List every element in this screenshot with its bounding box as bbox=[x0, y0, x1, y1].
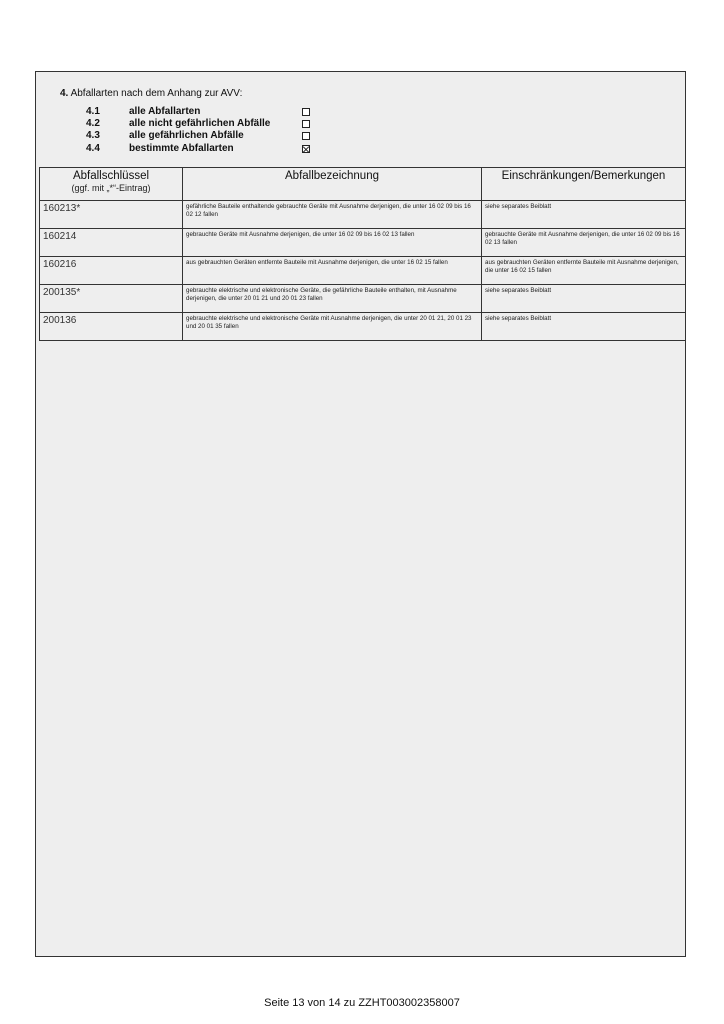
option-label: alle nicht gefährlichen Abfälle bbox=[129, 118, 271, 129]
header-waste-description-label: Abfallbezeichnung bbox=[285, 170, 379, 182]
option-label: alle gefährlichen Abfälle bbox=[129, 130, 244, 141]
option-label: bestimmte Abfallarten bbox=[129, 143, 234, 154]
waste-key-cell: 160216 bbox=[40, 257, 183, 285]
remarks-cell: gebrauchte Geräte mit Ausnahme derjenigen, die unter 16 02 09 bis 16 02 13 fallen bbox=[482, 229, 686, 257]
option-4-4 bbox=[86, 143, 234, 154]
header-waste-key-label: Abfallschlüssel bbox=[72, 170, 150, 182]
waste-key-cell: 200136 bbox=[40, 313, 183, 341]
header-waste-key bbox=[40, 168, 183, 201]
waste-codes-table bbox=[39, 167, 686, 341]
waste-description-cell: gefährliche Bauteile enthaltende gebrauchte Geräte mit Ausnahme derjenigen, die unter 16 02 09 bis 16 02 12 fallen bbox=[183, 201, 482, 229]
waste-key-cell: 200135* bbox=[40, 285, 183, 313]
option-4-2 bbox=[86, 118, 270, 129]
waste-key-cell: 160213* bbox=[40, 201, 183, 229]
option-number: 4.3 bbox=[86, 130, 100, 141]
table-row bbox=[40, 313, 686, 341]
header-waste-description bbox=[183, 168, 482, 201]
table-row bbox=[40, 285, 686, 313]
section-number: 4. bbox=[60, 88, 69, 99]
option-number: 4.1 bbox=[86, 106, 100, 117]
waste-description-cell: aus gebrauchten Geräten entfernte Bauteile mit Ausnahme derjenigen, die unter 16 02 15 fallen bbox=[183, 257, 482, 285]
checkbox-4-1[interactable] bbox=[302, 108, 310, 116]
header-remarks bbox=[482, 168, 686, 201]
waste-description-cell: gebrauchte elektrische und elektronische Geräte mit Ausnahme derjenigen, die unter 20 01 21, 20 01 23 und 20 01 35 fallen bbox=[183, 313, 482, 341]
remarks-cell: aus gebrauchten Geräten entfernte Bauteile mit Ausnahme derjenigen, die unter 16 02 15 fallen bbox=[482, 257, 686, 285]
checkbox-4-3[interactable] bbox=[302, 132, 310, 140]
waste-description-cell: gebrauchte Geräte mit Ausnahme derjenigen, die unter 16 02 09 bis 16 02 13 fallen bbox=[183, 229, 482, 257]
waste-key-cell: 160214 bbox=[40, 229, 183, 257]
table-row bbox=[40, 229, 686, 257]
option-number: 4.4 bbox=[86, 143, 100, 154]
remarks-cell: siehe separates Beiblatt bbox=[482, 285, 686, 313]
table-header-row bbox=[40, 168, 686, 201]
page-footer: Seite 13 von 14 zu ZZHT003002358007 bbox=[264, 997, 460, 1009]
waste-description-cell: gebrauchte elektrische und elektronische Geräte, die gefährliche Bauteile enthalten, mit Ausnahme derjenigen, die unter 20 01 21 und 20 01 23 fallen bbox=[183, 285, 482, 313]
table-row bbox=[40, 257, 686, 285]
table-row bbox=[40, 201, 686, 229]
option-4-1 bbox=[86, 106, 200, 117]
checkbox-4-4[interactable] bbox=[302, 145, 310, 153]
checkbox-4-2[interactable] bbox=[302, 120, 310, 128]
section-heading bbox=[60, 88, 242, 99]
option-4-3 bbox=[86, 130, 244, 141]
section-title: Abfallarten nach dem Anhang zur AVV: bbox=[70, 88, 243, 99]
remarks-cell: siehe separates Beiblatt bbox=[482, 313, 686, 341]
header-waste-key-note: (ggf. mit „*“-Eintrag) bbox=[71, 183, 151, 193]
option-number: 4.2 bbox=[86, 118, 100, 129]
header-remarks-label: Einschränkungen/Bemerkungen bbox=[501, 170, 666, 182]
remarks-cell: siehe separates Beiblatt bbox=[482, 201, 686, 229]
option-label: alle Abfallarten bbox=[129, 106, 201, 117]
